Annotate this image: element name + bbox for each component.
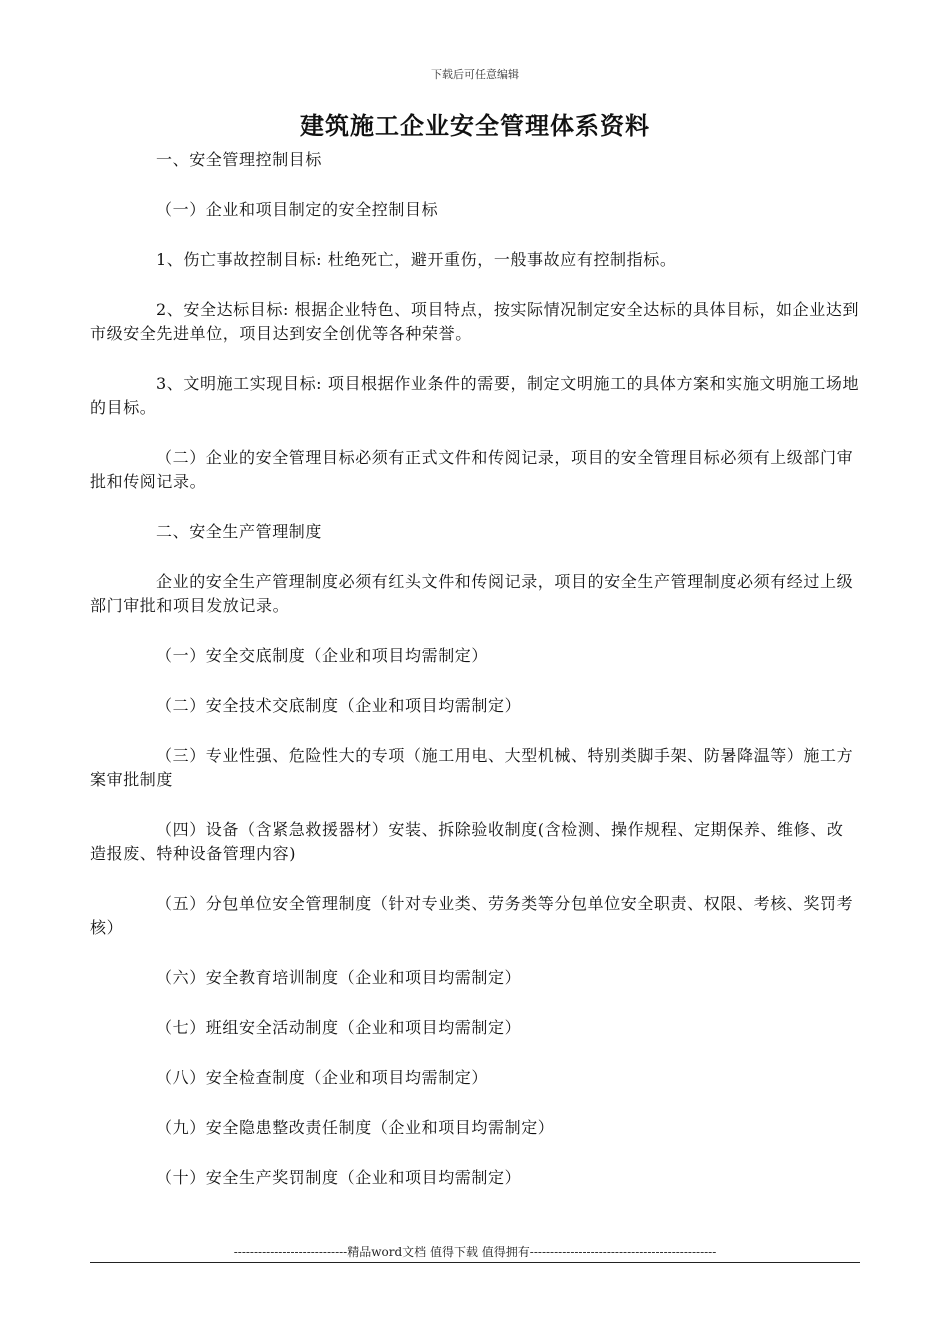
header-note: 下载后可任意编辑	[431, 68, 519, 81]
document-title: 建筑施工企业安全管理体系资料	[300, 111, 650, 140]
paragraph: 1、伤亡事故控制目标: 杜绝死亡，避开重伤，一般事故应有控制指标。	[156, 250, 677, 269]
list-item: （十）安全生产奖罚制度（企业和项目均需制定）	[156, 1168, 522, 1187]
list-item: （五）分包单位安全管理制度（针对专业类、劳务类等分包单位安全职责、权限、考核、奖罚考核）	[90, 894, 854, 937]
list-item: （四）设备（含紧急救援器材）安装、拆除验收制度(含检测、操作规程、定期保养、维修、改造报废、特种设备管理内容)	[90, 820, 844, 863]
document-body	[90, 148, 860, 1216]
list-item: （六）安全教育培训制度（企业和项目均需制定）	[156, 968, 522, 987]
section-heading: 一、安全管理控制目标	[156, 150, 323, 169]
list-item: （一）安全交底制度（企业和项目均需制定）	[156, 646, 489, 665]
list-item: （七）班组安全活动制度（企业和项目均需制定）	[156, 1018, 522, 1037]
footer-text: ----------------------------精品word文档 值得下载 值得拥有----------------------------------------------	[233, 1245, 717, 1259]
list-item: （八）安全检查制度（企业和项目均需制定）	[156, 1068, 489, 1087]
list-item: （二）安全技术交底制度（企业和项目均需制定）	[156, 696, 522, 715]
paragraph: （二）企业的安全管理目标必须有正式文件和传阅记录，项目的安全管理目标必须有上级部门审批和传阅记录。	[90, 448, 854, 491]
footer-divider	[90, 1262, 860, 1263]
section-heading: 二、安全生产管理制度	[156, 522, 323, 541]
paragraph: 3、文明施工实现目标: 项目根据作业条件的需要，制定文明施工的具体方案和实施文明施工场地的目标。	[90, 374, 860, 417]
paragraph: 企业的安全生产管理制度必须有红头文件和传阅记录，项目的安全生产管理制度必须有经过上级部门审批和项目发放记录。	[90, 572, 854, 615]
subsection-heading: （一）企业和项目制定的安全控制目标	[156, 200, 439, 219]
paragraph: 2、安全达标目标: 根据企业特色、项目特点，按实际情况制定安全达标的具体目标，如企业达到市级安全先进单位，项目达到安全创优等各种荣誉。	[90, 300, 860, 343]
list-item: （九）安全隐患整改责任制度（企业和项目均需制定）	[156, 1118, 555, 1137]
list-item: （三）专业性强、危险性大的专项（施工用电、大型机械、特别类脚手架、防暑降温等）施工方案审批制度	[90, 746, 854, 789]
